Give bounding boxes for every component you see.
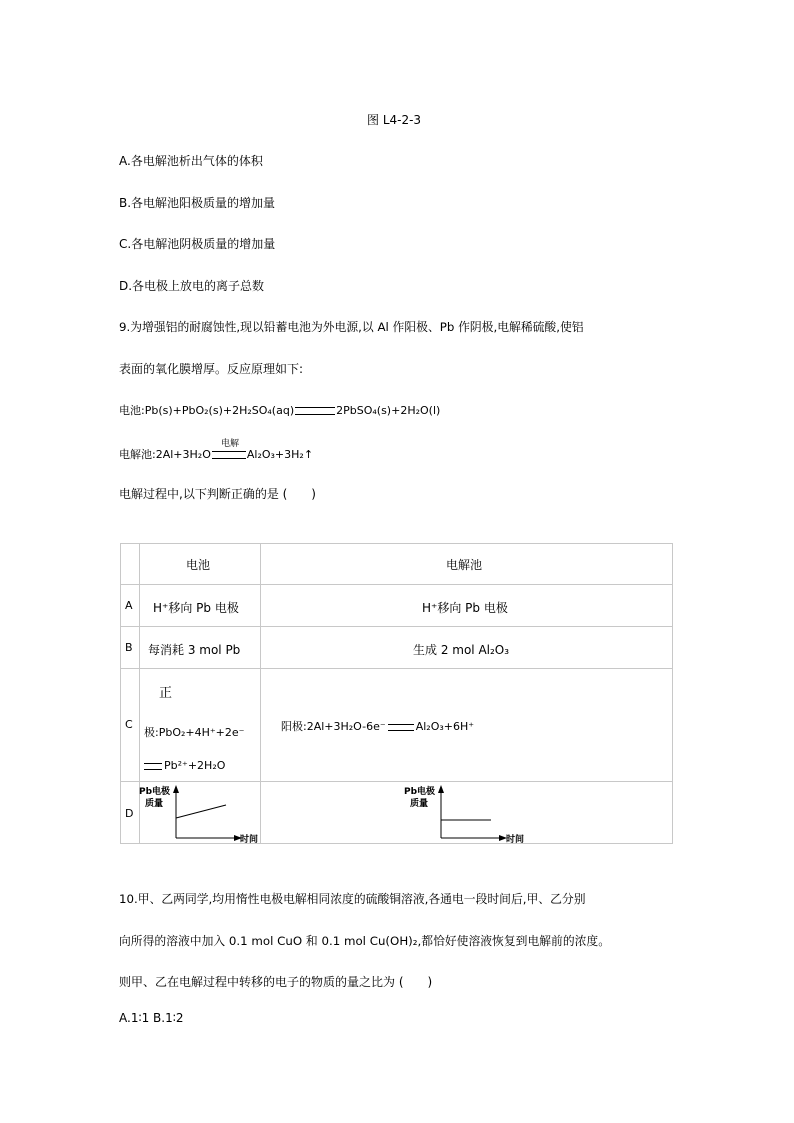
row-c-electrolysis xyxy=(281,718,474,734)
graph1-line xyxy=(176,805,226,818)
electrolysis-lhs: 2Al+3H₂O xyxy=(155,448,211,461)
q9-question: 电解过程中,以下判断正确的是 ( ) xyxy=(119,487,316,501)
table-border xyxy=(260,543,261,844)
electrolysis-rhs: Al₂O₃+3H₂↑ xyxy=(246,448,314,461)
row-a-battery: H⁺移向 Pb 电极 xyxy=(153,601,239,615)
q10-line1: 10.甲、乙两同学,均用惰性电极电解相同浓度的硫酸铜溶液,各通电一段时间后,甲、乙分别 xyxy=(119,892,586,906)
battery-equation xyxy=(119,402,440,418)
table-border xyxy=(120,781,673,782)
row-a-electrolysis: H⁺移向 Pb 电极 xyxy=(422,601,508,615)
q10-line2: 向所得的溶液中加入 0.1 mol CuO 和 0.1 mol Cu(OH)₂,都恰好使溶液恢复到电解前的浓度。 xyxy=(119,934,611,948)
graph1-ylabel: Pb电极 xyxy=(139,787,171,797)
graph1-ylabel-2: 质量 xyxy=(145,799,164,809)
table-border xyxy=(120,584,673,585)
table-border xyxy=(672,543,673,844)
graph2-ylabel: Pb电极 xyxy=(404,787,436,797)
row-label-c: C xyxy=(125,718,133,731)
row-c-electrolysis-rhs: Al₂O₃+6H⁺ xyxy=(415,720,475,733)
battery-lhs: Pb(s)+PbO₂(s)+2H₂SO₄(aq) xyxy=(144,404,295,417)
electrolysis-label: 电解池: xyxy=(119,448,156,461)
row-label-d: D xyxy=(125,807,134,820)
row-c-battery-3 xyxy=(144,759,225,772)
q10-line3: 则甲、乙在电解过程中转移的电子的物质的量之比为 ( ) xyxy=(119,975,433,989)
battery-label: 电池: xyxy=(119,404,145,417)
graph2-xlabel: 时间 xyxy=(506,835,525,845)
table-border xyxy=(120,668,673,669)
row-b-battery: 每消耗 3 mol Pb xyxy=(148,643,241,657)
option-c: C.各电解池阴极质量的增加量 xyxy=(119,237,276,251)
electrolysis-condition: 电解 xyxy=(221,439,240,449)
graph2 xyxy=(433,783,513,843)
table-border xyxy=(120,543,121,844)
table-border xyxy=(139,543,140,844)
equal-sign xyxy=(295,407,335,415)
row-c-battery-1: 正 xyxy=(159,686,173,701)
q9-line1: 9.为增强铝的耐腐蚀性,现以铅蓄电池为外电源,以 Al 作阳极、Pb 作阴极,电解稀硫酸,使铝 xyxy=(119,320,584,334)
option-d: D.各电极上放电的离子总数 xyxy=(119,279,265,293)
row-b-electrolysis: 生成 2 mol Al₂O₃ xyxy=(413,643,510,657)
graph2-ylabel-2: 质量 xyxy=(410,799,429,809)
graph1 xyxy=(168,783,248,843)
header-battery: 电池 xyxy=(186,558,211,572)
table-border xyxy=(120,626,673,627)
q9-line2: 表面的氧化膜增厚。反应原理如下: xyxy=(119,362,304,376)
option-a: A.各电解池析出气体的体积 xyxy=(119,154,263,168)
row-label-b: B xyxy=(125,641,133,654)
answer-table xyxy=(120,543,673,844)
equal-sign xyxy=(388,724,414,731)
graph1-xlabel: 时间 xyxy=(240,835,259,845)
electrolysis-equation xyxy=(119,446,313,462)
equal-sign xyxy=(144,763,162,770)
table-border xyxy=(120,543,673,544)
row-label-a: A xyxy=(125,599,133,612)
figure-caption: 图 L4-2-3 xyxy=(367,113,422,127)
q10-options: A.1∶1 B.1∶2 xyxy=(119,1011,184,1025)
battery-rhs: 2PbSO₄(s)+2H₂O(l) xyxy=(336,404,441,417)
row-c-battery-product: Pb²⁺+2H₂O xyxy=(164,759,226,772)
row-c-battery-2: 极:PbO₂+4H⁺+2e⁻ xyxy=(144,726,245,739)
option-b: B.各电解池阳极质量的增加量 xyxy=(119,196,276,210)
table-border xyxy=(120,843,673,844)
header-electrolysis: 电解池 xyxy=(446,558,483,572)
row-c-electrolysis-lhs: 阳极:2Al+3H₂O-6e⁻ xyxy=(281,720,386,733)
equal-sign xyxy=(212,451,246,459)
